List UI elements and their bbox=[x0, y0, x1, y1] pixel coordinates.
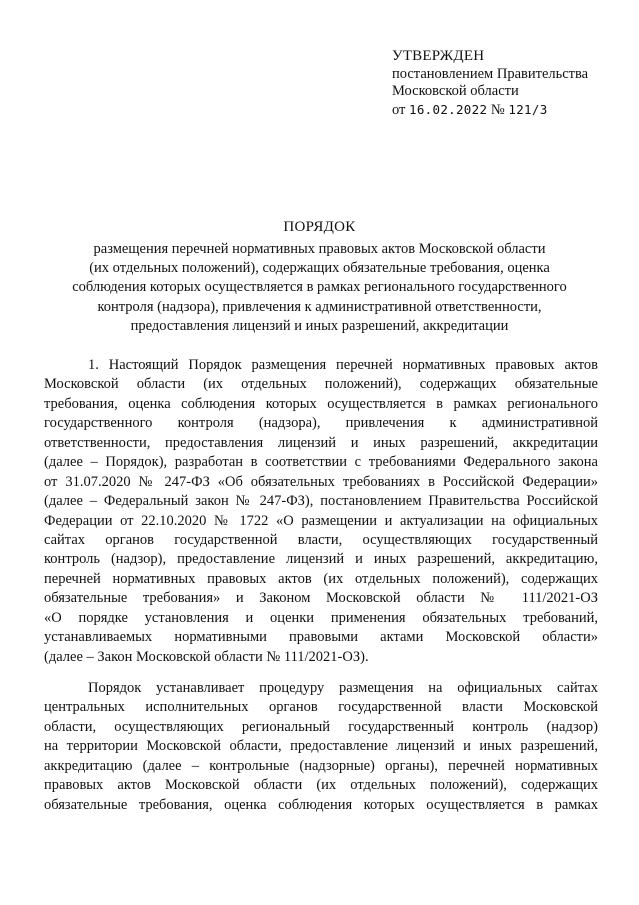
paragraph-2 bbox=[44, 679, 598, 815]
approval-line-2: Московской области bbox=[392, 83, 519, 99]
text-line: аккредитацию (далее – контрольные (надзорные) органы), перечней нормативных bbox=[44, 757, 598, 774]
text-line: правовых актов Московской области (их отдельных положений), содержащих bbox=[44, 777, 598, 794]
text-line: Порядок устанавливает процедуру размещения на официальных сайтах bbox=[88, 680, 598, 696]
subtitle-line: контроля (надзора), привлечения к административной ответственности, bbox=[97, 298, 542, 315]
text-line: на территории Московской области, предоставление лицензий и иных разрешений, bbox=[44, 738, 598, 755]
text-line: обязательные требования, оценка соблюдения которых осуществляется в рамках bbox=[44, 796, 598, 813]
text-line: устанавливаемых нормативными правовыми актами Московской области» bbox=[44, 629, 598, 646]
text-line: (далее – Закон Московской области № 111/2021-ОЗ). bbox=[44, 648, 369, 665]
approval-block bbox=[392, 48, 632, 119]
text-line: (далее – Порядок), разработан в соответствии с требованиями Федерального закона bbox=[44, 454, 598, 471]
approval-heading: УТВЕРЖДЕН bbox=[392, 48, 485, 64]
subtitle-line: (их отдельных положений), содержащих обязательные требования, оценка bbox=[89, 260, 550, 277]
document-body bbox=[44, 356, 598, 815]
subtitle-line: размещения перечней нормативных правовых актов Московской области bbox=[93, 241, 546, 257]
text-line: 1. Настоящий Порядок размещения перечней нормативных правовых актов bbox=[88, 357, 598, 373]
text-line: области, осуществляющих региональный государственный контроль (надзор) bbox=[44, 718, 598, 735]
paragraph-1 bbox=[44, 356, 598, 667]
document-title: ПОРЯДОК bbox=[283, 219, 356, 235]
text-line: Федерации от 22.10.2020 № 1722 «О размещении и актуализации на официальных bbox=[44, 512, 598, 529]
approval-line-1: постановлением Правительства bbox=[392, 65, 589, 82]
text-line: обязательные требования» и Законом Московской области № 111/2021-ОЗ bbox=[44, 590, 598, 607]
text-line: требования, оценка соблюдения которых осуществляется в рамках регионального bbox=[44, 395, 598, 412]
subtitle-line: предоставления лицензий и иных разрешений, аккредитации bbox=[130, 317, 509, 334]
approval-number-sign: № bbox=[490, 101, 505, 118]
subtitle-line: соблюдения которых осуществляется в рамках регионального государственного bbox=[72, 279, 567, 296]
title-block bbox=[40, 218, 599, 336]
approval-date-line bbox=[392, 101, 632, 120]
text-line: контроль (надзор), предоставление лицензий и иных разрешений, аккредитацию, bbox=[44, 551, 598, 568]
approval-date: 16.02.2022 bbox=[409, 101, 488, 117]
approval-date-prefix: от bbox=[392, 101, 406, 118]
text-line: государственного контроля (надзора), привлечения к административной bbox=[44, 415, 598, 432]
document-subtitle bbox=[40, 240, 599, 336]
approval-number: 121/3 bbox=[508, 101, 548, 117]
text-line: ответственности, предоставления лицензий и иных разрешений, аккредитации bbox=[44, 434, 598, 451]
text-line: сайтах органов государственной власти, осуществляющих государственный bbox=[44, 531, 598, 548]
text-line: «О порядке установления и оценки применения обязательных требований, bbox=[44, 609, 598, 626]
text-line: (далее – Федеральный закон № 247-ФЗ), постановлением Правительства Российской bbox=[44, 493, 598, 510]
text-line: центральных исполнительных органов государственной власти Московской bbox=[44, 699, 598, 716]
text-line: перечней нормативных правовых актов (их отдельных положений), содержащих bbox=[44, 570, 598, 587]
text-line: от 31.07.2020 № 247-ФЗ «Об обязательных требованиях в Российской Федерации» bbox=[44, 473, 598, 490]
text-line: Московской области (их отдельных положений), содержащих обязательные bbox=[44, 376, 598, 393]
